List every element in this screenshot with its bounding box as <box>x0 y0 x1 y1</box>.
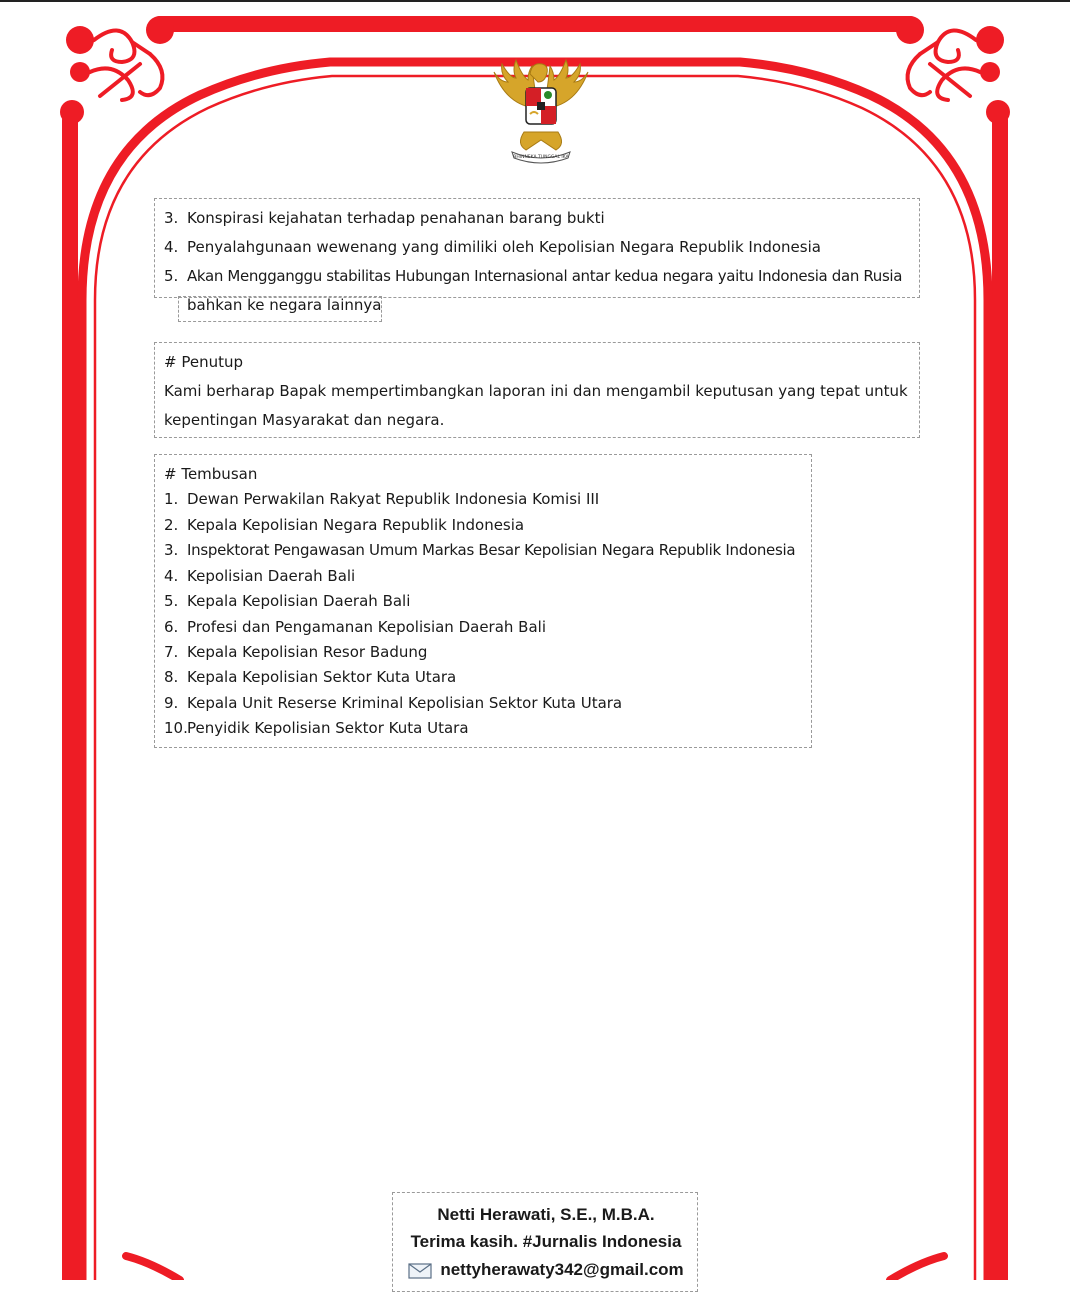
tembusan-item-text: Dewan Perwakilan Rakyat Republik Indonesia Komisi III <box>187 490 600 508</box>
tembusan-item-number: 6. <box>164 618 179 636</box>
signature-email-row <box>393 1259 699 1281</box>
tembusan-item-number: 8. <box>164 668 179 686</box>
tembusan-item <box>164 718 469 738</box>
tembusan-item-number: 4. <box>164 567 179 585</box>
tembusan-item-text: Kepala Kepolisian Resor Badung <box>187 643 428 661</box>
list-item-number: 5. <box>164 267 179 285</box>
tembusan-item <box>164 667 456 687</box>
tembusan-item-text: Penyidik Kepolisian Sektor Kuta Utara <box>187 719 469 737</box>
tembusan-item-number: 1. <box>164 490 179 508</box>
tembusan-item-text: Kepala Kepolisian Negara Republik Indonesia <box>187 516 525 534</box>
tembusan-item-text: Kepala Kepolisian Sektor Kuta Utara <box>187 668 457 686</box>
penutup-paragraph-line-1: Kami berharap Bapak mempertimbangkan laporan ini dan mengambil keputusan yang tepat untuk <box>164 382 908 400</box>
tembusan-item <box>164 693 622 713</box>
tembusan-item <box>164 540 795 560</box>
signature-name: Netti Herawati, S.E., M.B.A. <box>437 1205 655 1224</box>
list-item <box>164 237 821 257</box>
penutup-paragraph-line-2: kepentingan Masyarakat dan negara. <box>164 411 445 429</box>
tembusan-heading: # Tembusan <box>164 465 258 483</box>
tembusan-item-text: Inspektorat Pengawasan Umum Markas Besar Kepolisian Negara Republik Indonesia <box>187 541 796 559</box>
list-item-text: Penyalahgunaan wewenang yang dimiliki oleh Kepolisian Negara Republik Indonesia <box>187 238 821 256</box>
tembusan-item-number: 2. <box>164 516 179 534</box>
tembusan-item-number: 5. <box>164 592 179 610</box>
tembusan-item <box>164 489 599 509</box>
emblem-motto: BHINNEKA TUNGGAL IKA <box>513 155 569 160</box>
tembusan-item <box>164 642 427 662</box>
tembusan-item-number: 7. <box>164 643 179 661</box>
penutup-heading: # Penutup <box>164 353 243 371</box>
list-item-continuation: bahkan ke negara lainnya <box>187 296 382 314</box>
list-item-number: 3. <box>164 209 179 227</box>
tembusan-item-text: Kepala Unit Reserse Kriminal Kepolisian Sektor Kuta Utara <box>187 694 623 712</box>
tembusan-item <box>164 617 546 637</box>
list-item-number: 4. <box>164 238 179 256</box>
signature-email[interactable]: nettyherawaty342@gmail.com <box>440 1260 684 1279</box>
tembusan-item-text: Kepala Kepolisian Daerah Bali <box>187 592 411 610</box>
list-item-text: Konspirasi kejahatan terhadap penahanan barang bukti <box>187 209 605 227</box>
list-item <box>164 208 605 228</box>
tembusan-item-number: 10. <box>164 719 188 737</box>
garuda-pancasila-emblem-icon <box>486 52 596 164</box>
tembusan-item <box>164 591 410 611</box>
envelope-icon <box>408 1263 432 1279</box>
tembusan-item-number: 9. <box>164 694 179 712</box>
list-item <box>164 266 904 286</box>
tembusan-item-number: 3. <box>164 541 179 559</box>
tembusan-item <box>164 566 355 586</box>
signature-thanks: Terima kasih. #Jurnalis Indonesia <box>410 1232 682 1251</box>
tembusan-item <box>164 515 524 535</box>
tembusan-item-text: Kepolisian Daerah Bali <box>187 567 356 585</box>
signature-box <box>392 1192 698 1292</box>
tembusan-item-text: Profesi dan Pengamanan Kepolisian Daerah Bali <box>187 618 547 636</box>
list-item-text: Akan Mengganggu stabilitas Hubungan Internasional antar kedua negara yaitu Indonesia dan Rusia <box>187 267 903 285</box>
